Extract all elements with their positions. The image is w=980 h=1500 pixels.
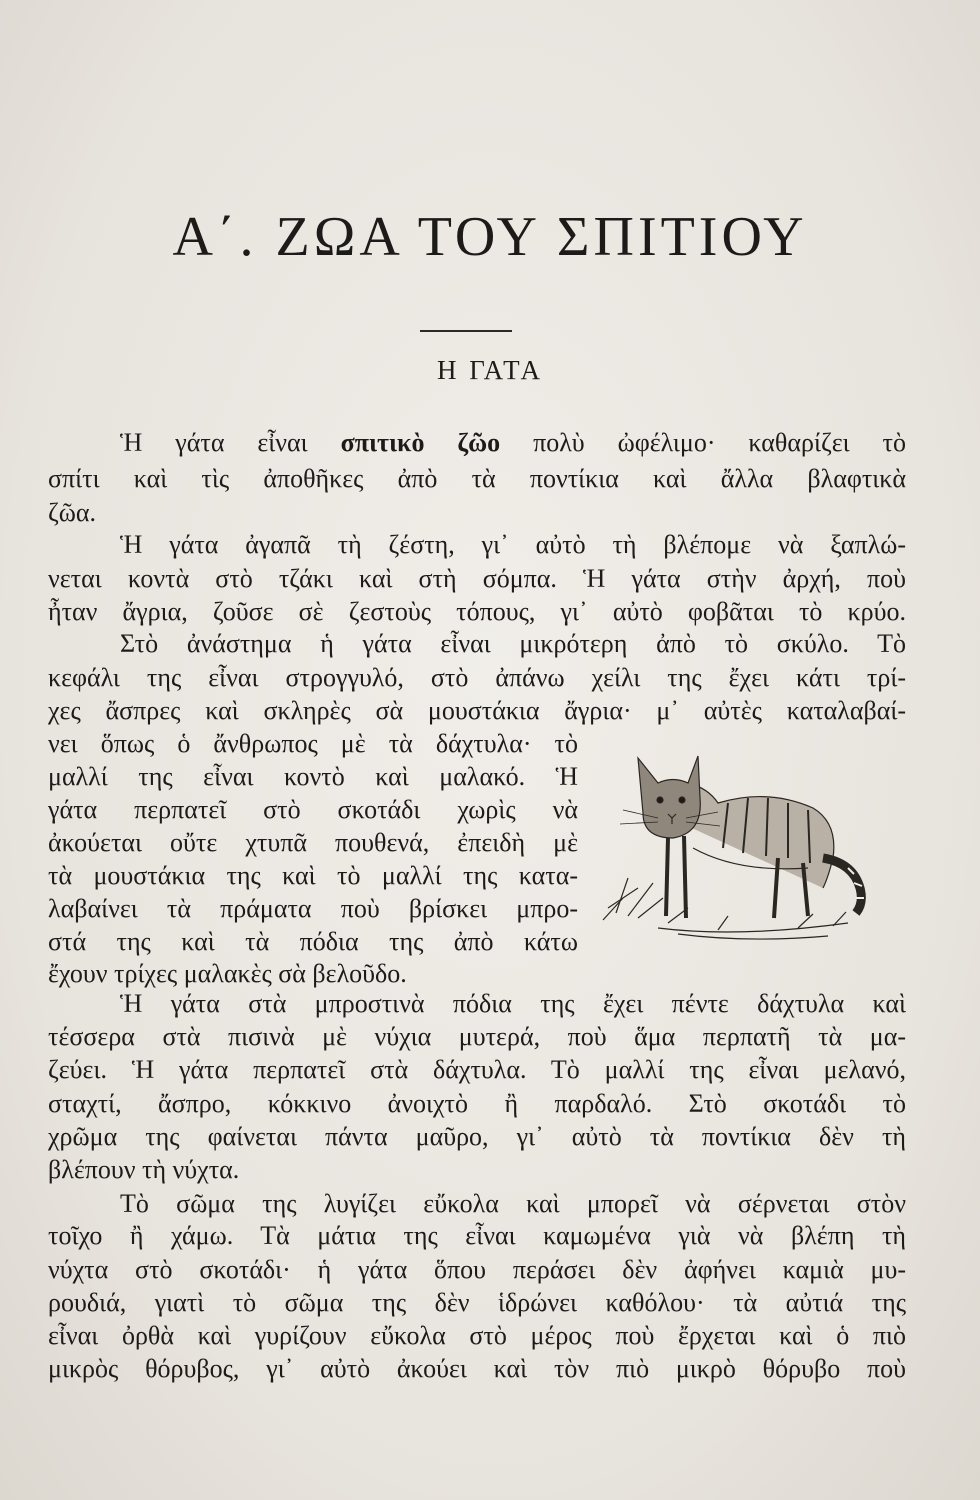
- chapter-title: Α΄. ΖΩΑ ΤΟΥ ΣΠΙΤΙΟΥ: [172, 206, 808, 268]
- paragraph-3-line-2: κεφάλι της εἶναι στρογγυλό, στὸ ἀπάνω χείλι της ἔχει κάτι τρί-: [48, 663, 906, 692]
- paragraph-3-line-4: νει ὅπως ὁ ἄνθρωπος μὲ τὰ δάχτυλα· τὸ: [48, 729, 578, 758]
- paragraph-4-line-1: Ἡ γάτα στὰ μπροστινὰ πόδια της ἔχει πέντε δάχτυλα καὶ: [120, 989, 906, 1018]
- bold-term: σπιτικὸ ζῶο: [340, 428, 501, 457]
- paragraph-3-line-1: Στὸ ἀνάστημα ἡ γάτα εἶναι μικρότερη ἀπὸ τὸ σκύλο. Τὸ: [120, 629, 906, 658]
- paragraph-3-line-5: μαλλί της εἶναι κοντὸ καὶ μαλακό. Ἡ: [48, 762, 578, 791]
- paragraph-5-line-3: νύχτα στὸ σκοτάδι· ἡ γάτα ὅπου περάσει δὲν ἀφήνει καμιὰ μυ-: [48, 1255, 906, 1284]
- paragraph-5-line-4: ρουδιά, γιατὶ τὸ σῶμα της δὲν ἱδρώνει καθόλου· τὰ αὐτιά της: [48, 1288, 906, 1317]
- paragraph-3-line-9: λαβαίνει τὰ πράματα ποὺ βρίσκει μπρο-: [48, 894, 578, 923]
- paragraph-3-line-8: τὰ μουστάκια της καὶ τὸ μαλλί της κατα-: [48, 861, 578, 890]
- paragraph-1-line-3: ζῶα.: [48, 498, 97, 527]
- paragraph-4-line-4: σταχτί, ἄσπρο, κόκκινο ἀνοιχτὸ ἢ παρδαλό. Στὸ σκοτάδι τὸ: [48, 1089, 906, 1118]
- paragraph-2-line-2: νεται κοντὰ στὸ τζάκι καὶ στὴ σόμπα. Ἡ γάτα στὴν ἀρχή, ποὺ: [48, 564, 906, 593]
- paragraph-3-line-7: ἀκούεται οὔτε χτυπᾶ πουθενά, ἐπειδὴ μὲ: [48, 828, 578, 857]
- text-run: πολὺ ὠφέλιμο· καθαρίζει τὸ: [533, 428, 907, 457]
- paragraph-3-line-10: στά της καὶ τὰ πόδια της ἀπὸ κάτω: [48, 927, 578, 956]
- paragraph-5-line-1: Τὸ σῶμα της λυγίζει εὔκολα καὶ μπορεῖ νὰ σέρνεται στὸν: [120, 1189, 906, 1218]
- paragraph-5-line-5: εἶναι ὀρθὰ καὶ γυρίζουν εὔκολα στὸ μέρος ποὺ ἔρχεται καὶ ὁ πιὸ: [48, 1321, 906, 1350]
- text-run: Ἡ γάτα εἶναι: [120, 428, 308, 457]
- paragraph-4-line-3: ζεύει. Ἡ γάτα περπατεῖ στὰ δάχτυλα. Τὸ μαλλί της εἶναι μελανό,: [48, 1055, 906, 1084]
- paragraph-1-line-1: [120, 426, 906, 460]
- paragraph-3-line-11: ἔχουν τρίχες μαλακὲς σὰ βελοῦδο.: [48, 959, 407, 988]
- paragraph-5-line-6: μικρὸς θόρυβος, γι᾿ αὐτὸ ἀκούει καὶ τὸν πιὸ μικρὸ θόρυβο ποὺ: [48, 1354, 906, 1383]
- paragraph-2-line-1: Ἡ γάτα ἀγαπᾶ τὴ ζέστη, γι᾿ αὐτὸ τὴ βλέπομε νὰ ξαπλώ-: [120, 530, 906, 559]
- paragraph-5-line-2: τοῖχο ἢ χάμω. Τὰ μάτια της εἶναι καμωμένα γιὰ νὰ βλέπη τὴ: [48, 1221, 906, 1250]
- paragraph-4-line-6: βλέπουν τὴ νύχτα.: [48, 1155, 240, 1184]
- section-title: Η ΓΑΤΑ: [436, 355, 544, 385]
- title-divider: [420, 330, 512, 332]
- paragraph-1-line-2: σπίτι καὶ τὶς ἀποθῆκες ἀπὸ τὰ ποντίκια καὶ ἄλλα βλαφτικὰ: [48, 464, 906, 493]
- paragraph-4-line-2: τέσσερα στὰ πισινὰ μὲ νύχια μυτερά, ποὺ ἅμα περπατῆ τὰ μα-: [48, 1022, 906, 1051]
- cat-illustration: [598, 738, 888, 948]
- paragraph-3-line-3: χες ἄσπρες καὶ σκληρὲς σὰ μουστάκια ἄγρια· μ᾿ αὐτὲς καταλαβαί-: [48, 696, 906, 725]
- paragraph-4-line-5: χρῶμα της φαίνεται πάντα μαῦρο, γι᾿ αὐτὸ τὰ ποντίκια δὲν τὴ: [48, 1122, 906, 1151]
- paragraph-3-line-6: γάτα περπατεῖ στὸ σκοτάδι χωρὶς νὰ: [48, 795, 578, 824]
- paragraph-2-line-3: ἦταν ἄγρια, ζοῦσε σὲ ζεστοὺς τόπους, γι᾿ αὐτὸ φοβᾶται τὸ κρύο.: [48, 597, 906, 626]
